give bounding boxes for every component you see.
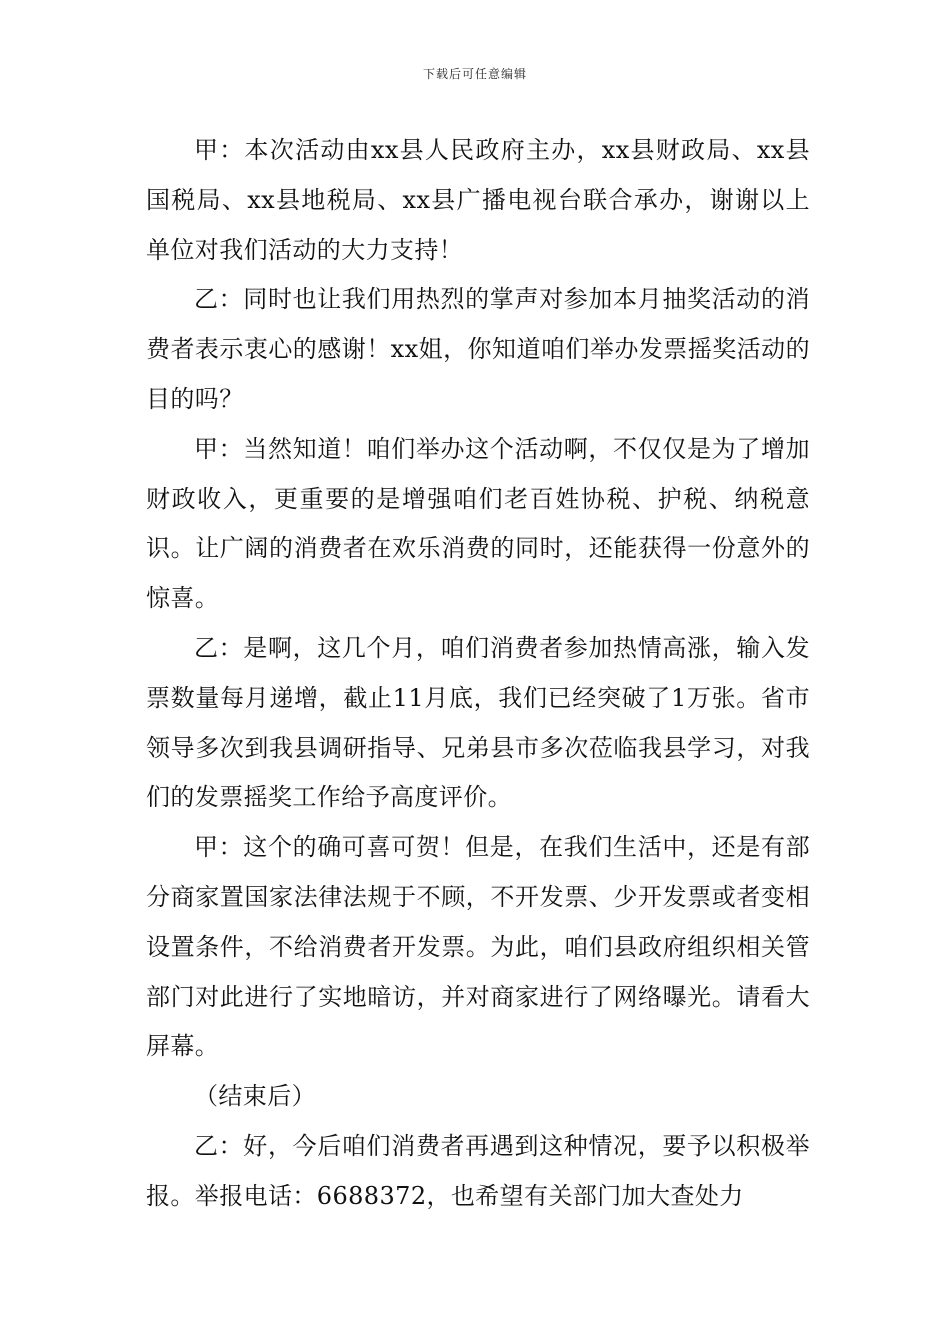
paragraph-7: 乙：好，今后咱们消费者再遇到这种情况，要予以积极举报。举报电话：6688372，也希望有关部门加大查处力 xyxy=(146,1131,810,1210)
paragraph-4: 乙：是啊，这几个月，咱们消费者参加热情高涨，输入发票数量每月递增，截止11月底，我们已经突破了1万张。省市领导多次到我县调研指导、兄弟县市多次莅临我县学习，对我们的发票摇奖工作给予高度评价。 xyxy=(146,633,810,812)
paragraph-2: 乙：同时也让我们用热烈的掌声对参加本月抽奖活动的消费者表示衷心的感谢！xx姐，你知道咱们举办发票摇奖活动的目的吗？ xyxy=(146,285,810,413)
paragraph-1: 甲：本次活动由xx县人民政府主办，xx县财政局、xx县国税局、xx县地税局、xx县广播电视台联合承办，谢谢以上单位对我们活动的大力支持！ xyxy=(146,136,810,264)
document-body xyxy=(146,126,810,1222)
paragraph-5: 甲：这个的确可喜可贺！但是，在我们生活中，还是有部分商家置国家法律法规于不顾，不开发票、少开发票或者变相设置条件，不给消费者开发票。为此，咱们县政府组织相关管部门对此进行了实地暗访，并对商家进行了网络曝光。请看大屏幕。 xyxy=(146,833,810,1061)
paragraph-6: （结束后） xyxy=(194,1082,316,1111)
page-header: 下载后可任意编辑 xyxy=(422,67,527,81)
paragraph-3: 甲：当然知道！咱们举办这个活动啊，不仅仅是为了增加财政收入，更重要的是增强咱们老百姓协税、护税、纳税意识。让广阔的消费者在欢乐消费的同时，还能获得一份意外的惊喜。 xyxy=(146,434,810,613)
